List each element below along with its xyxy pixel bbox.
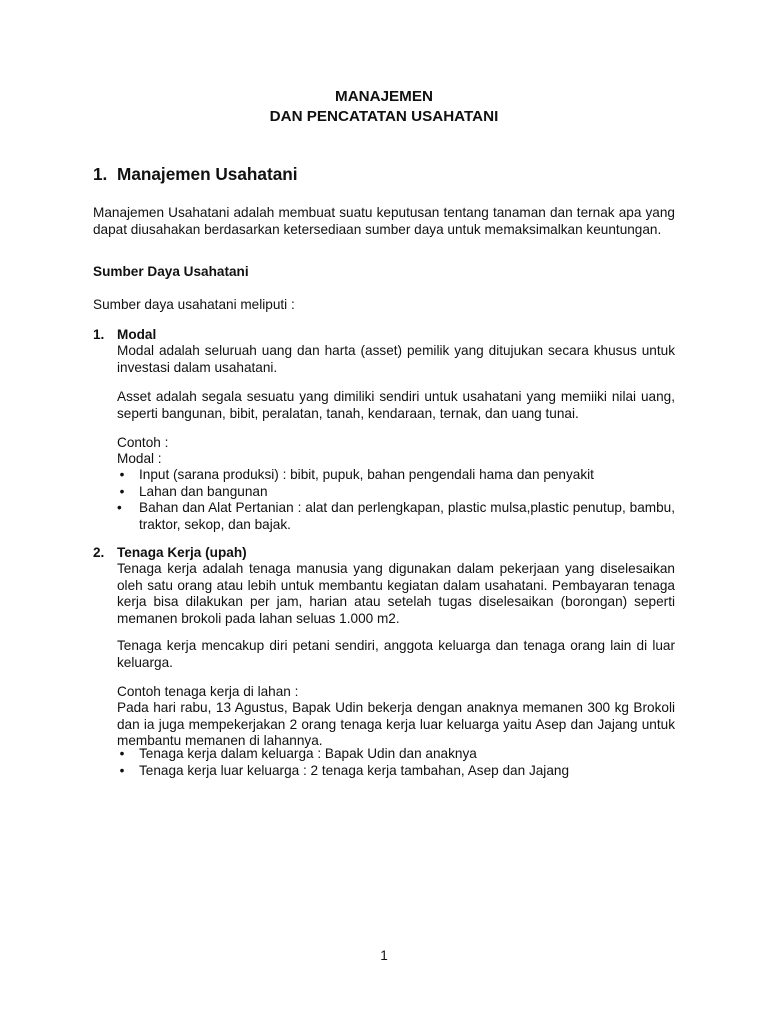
tenaga-kerja-bullet-list xyxy=(117,746,675,779)
list-item xyxy=(117,484,675,501)
sumber-daya-lead: Sumber daya usahatani meliputi : xyxy=(93,297,295,312)
list-item xyxy=(117,500,675,533)
modal-modal-label: Modal : xyxy=(117,451,162,466)
section-1-number: 1. xyxy=(93,164,108,184)
tenaga-kerja-heading xyxy=(93,545,247,562)
subheading-sumber-daya: Sumber Daya Usahatani xyxy=(93,264,249,279)
bullet-icon: • xyxy=(119,483,125,499)
modal-bullet-list xyxy=(117,467,675,533)
modal-heading xyxy=(93,327,156,344)
list-item xyxy=(117,763,675,780)
modal-number: 1. xyxy=(93,327,105,342)
modal-paragraph-1: Modal adalah seluruah uang dan harta (asset) pemilik yang ditujukan secara khusus untuk investasi dalam usahatani. xyxy=(117,343,675,375)
title-line-2: DAN PENCATATAN USAHATANI xyxy=(269,107,499,125)
modal-paragraph-2: Asset adalah segala sesuatu yang dimiliki sendiri untuk usahatani yang memiiki nilai uang, seperti bangunan, bibit, peralatan, tanah, kendaraan, ternak, dan uang tunai. xyxy=(117,389,675,421)
tenaga-kerja-title: Tenaga Kerja (upah) xyxy=(117,545,247,560)
bullet-icon: • xyxy=(119,467,125,482)
list-item-text: Input (sarana produksi) : bibit, pupuk, bahan pengendali hama dan penyakit xyxy=(139,467,594,482)
section-1-title: Manajemen Usahatani xyxy=(117,164,298,184)
bullet-icon: • xyxy=(119,762,125,778)
title-line-1: MANAJEMEN xyxy=(335,88,433,105)
list-item xyxy=(117,467,675,484)
modal-title: Modal xyxy=(117,327,157,342)
tenaga-kerja-paragraph-2: Tenaga kerja mencakup diri petani sendiri, anggota keluarga dan tenaga orang lain di luar keluarga. xyxy=(117,638,675,670)
tenaga-kerja-paragraph-1: Tenaga kerja adalah tenaga manusia yang digunakan dalam pekerjaan yang diselesaikan oleh satu orang atau lebih untuk membantu kegiatan dalam usahatani. Pembayaran tenaga kerja bisa dilakukan per jam, harian atau setelah tugas diselesaikan (borongan) seperti memanen brokoli pada lahan seluas 1.000 m2. xyxy=(117,561,675,626)
list-item-text: Lahan dan bangunan xyxy=(139,483,268,499)
tenaga-kerja-number: 2. xyxy=(93,545,105,560)
page-number: 1 xyxy=(380,948,388,963)
section-1-heading xyxy=(93,164,298,184)
bullet-icon: • xyxy=(119,746,125,761)
section-1-intro: Manajemen Usahatani adalah membuat suatu keputusan tentang tanaman dan ternak apa yang dapat diusahakan berdasarkan ketersediaan sumber daya untuk memaksimalkan keuntungan. xyxy=(93,205,675,237)
list-item-text: Bahan dan Alat Pertanian : alat dan perlengkapan, plastic mulsa,plastic penutup, bambu, traktor, sekop, dan bajak. xyxy=(139,500,675,532)
modal-contoh-label: Contoh : xyxy=(117,435,169,450)
document-title xyxy=(0,87,768,126)
list-item xyxy=(117,746,675,763)
tenaga-kerja-paragraph-3: Pada hari rabu, 13 Agustus, Bapak Udin bekerja dengan anaknya memanen 300 kg Brokoli dan ia juga mempekerjakan 2 orang tenaga kerja luar keluarga yaitu Asep dan Jajang untuk membantu memanen di lahannya. xyxy=(117,700,675,749)
bullet-icon: • xyxy=(117,500,122,516)
list-item-text: Tenaga kerja dalam keluarga : Bapak Udin dan anaknya xyxy=(139,746,477,761)
list-item-text: Tenaga kerja luar keluarga : 2 tenaga kerja tambahan, Asep dan Jajang xyxy=(139,762,570,778)
tenaga-kerja-contoh-label: Contoh tenaga kerja di lahan : xyxy=(117,684,299,699)
